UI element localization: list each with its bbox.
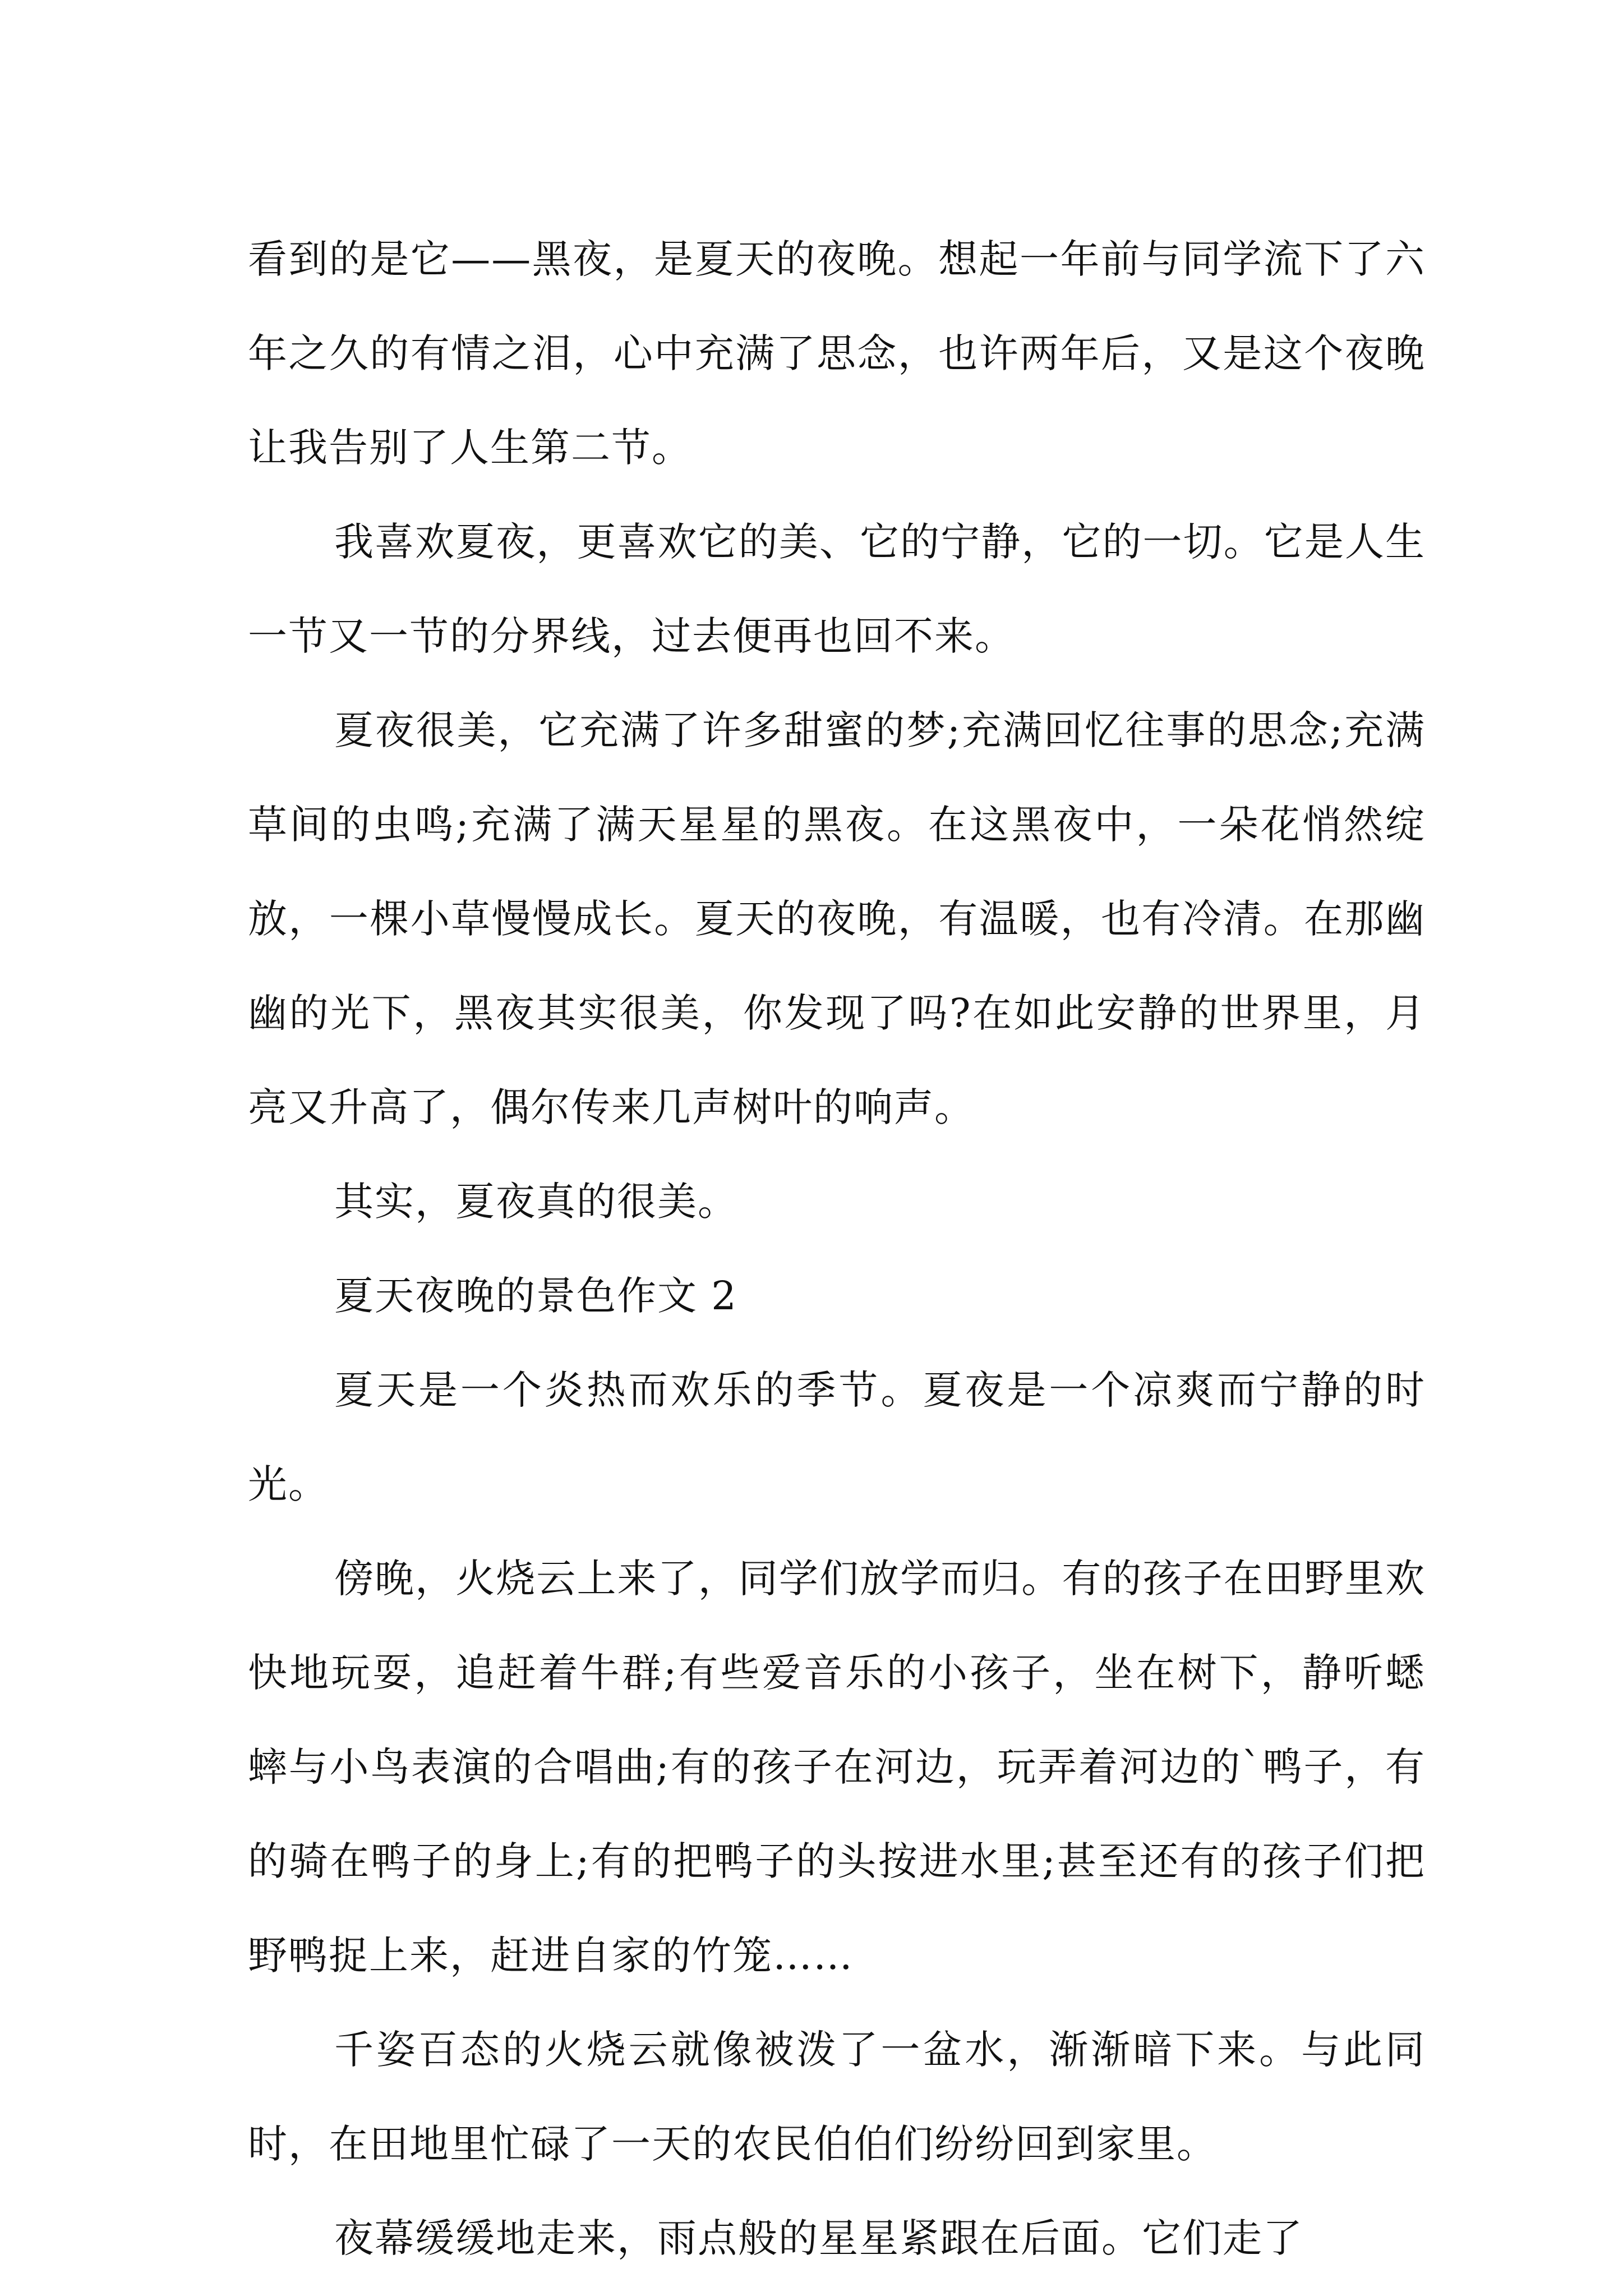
paragraph-5: 夏天是一个炎热而欢乐的季节。夏夜是一个凉爽而宁静的时光。	[248, 1367, 1426, 1507]
paragraph-7: 千姿百态的火烧云就像被泼了一盆水，渐渐暗下来。与此同时，在田地里忙碌了一天的农民伯伯们纷纷回到家里。	[248, 2027, 1426, 2167]
paragraph-4: 其实，夏夜真的很美。	[334, 1179, 738, 1225]
document-body	[248, 212, 1426, 2285]
paragraph-3: 夏夜很美，它充满了许多甜蜜的梦;充满回忆往事的思念;充满草间的虫鸣;充满了满天星星的黑夜。在这黑夜中，一朵花悄然绽放，一棵小草慢慢成长。夏天的夜晚，有温暖，也有冷清。在那幽幽的光下，黑夜其实很美，你发现了吗?在如此安静的世界里，月亮又升高了，偶尔传来几声树叶的响声。	[248, 707, 1426, 1130]
paragraph-2: 我喜欢夏夜，更喜欢它的美、它的宁静，它的一切。它是人生一节又一节的分界线，过去便再也回不来。	[248, 519, 1426, 659]
section-title: 夏天夜晚的景色作文 2	[334, 1273, 737, 1319]
paragraph-8: 夜幕缓缓地走来，雨点般的星星紧跟在后面。它们走了	[334, 2215, 1303, 2261]
paragraph-1: 看到的是它——黑夜，是夏天的夜晚。想起一年前与同学流下了六年之久的有情之泪，心中充满了思念，也许两年后，又是这个夜晚让我告别了人生第二节。	[248, 236, 1426, 471]
paragraph-6: 傍晚，火烧云上来了，同学们放学而归。有的孩子在田野里欢快地玩耍，追赶着牛群;有些爱音乐的小孩子，坐在树下，静听蟋蟀与小鸟表演的合唱曲;有的孩子在河边，玩弄着河边的`鸭子，有的骑在鸭子的身上;有的把鸭子的头按进水里;甚至还有的孩子们把野鸭捉上来，赶进自家的竹笼……	[248, 1556, 1426, 1978]
